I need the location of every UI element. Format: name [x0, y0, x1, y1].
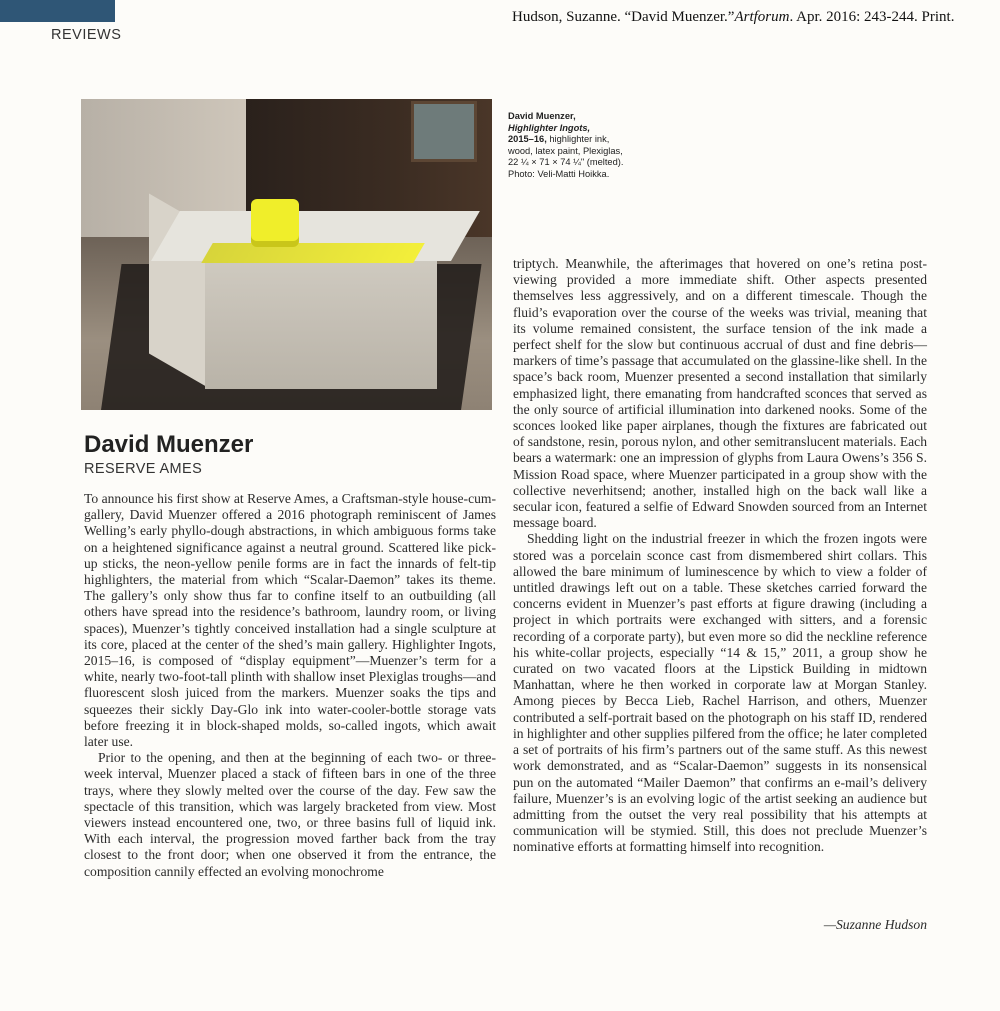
- caption-year: 2015–16,: [508, 134, 547, 145]
- right-column: [513, 256, 927, 856]
- left-column: [84, 491, 496, 880]
- artwork-photo: [81, 99, 492, 410]
- paragraph: Shedding light on the industrial freezer in which the frozen ingots were stored was a porcelain sconce cast from dismembered shirt collars. This allowed the bare minimum of luminescence by which to view a folder of untitled drawings left out on a table. These sketches carried forward the concerns evident in Muenzer’s past efforts at figure drawing (including a project in which portraits were exchanged with sitters, and a forensic recording of a corporate party), but even more so did the neckline reference his white-collar projects, especially “14 & 15,” 2011, a group show he curated on two vacated floors at the Lipstick Building in midtown Manhattan, where he then worked in corporate law at Morgan Stanley. Among pieces by Becca Lieb, Rachel Harrison, and others, Muenzer contributed a self-portrait based on the photograph on his staff ID, rendered in highlighter and other supplies pilfered from the office; he later completed a set of portraits of his firm’s partners out of the same stuff. As this newest work demonstrated, and as “Scalar-Daemon” suggests in its nonsensical pun on the automated “Mailer Daemon” that confirms an e-mail’s delivery failure, Muenzer’s is an evolving logic of the artist seeking an audience but admitting from the outset the very real possibility that his attempts at communication will be stymied. Still, this does not preclude Muenzer’s nominative efforts at formatting himself into recognition.: [513, 531, 927, 855]
- photo-caption: [508, 111, 628, 181]
- section-color-bar: [0, 0, 115, 22]
- caption-details: highlighter ink, wood, latex paint, Plexiglas, 22 ¼ × 71 × 74 ¼" (melted). Photo: Veli-Matti Hoikka.: [508, 134, 624, 179]
- citation: [512, 9, 992, 26]
- photo-window: [411, 101, 477, 162]
- article-venue: RESERVE AMES: [84, 461, 203, 477]
- citation-prefix: Hudson, Suzanne. “David Muenzer.”: [512, 9, 735, 25]
- paragraph: triptych. Meanwhile, the afterimages that hovered on one’s retina post-viewing provided a more immediate shift. Other aspects presented themselves less aggressively, and on a different timescale. Though the fluid’s evaporation over the course of the weeks was trivial, meaning that its volume remained consistent, the surface tension of the ink made a perfect shelf for the slow but continuous accrual of dust and fine debris—markers of time’s passage that accumulated on the glassine-like shell. In the space’s back room, Muenzer presented a second installation that similarly emphasized light, there emanating from handcrafted sconces that served as the only source of artificial illumination into darkened nooks. Some of the sconces looked like paper airplanes, though the fixtures are fabricated out of sandstone, resin, porous nylon, and other semitranslucent materials. Each bears a watermark: one an impression of glyphs from Laura Owens’s 356 S. Mission Road space, where Muenzer participated in a group show with the collective neverhitsend; another, installed high on the back wall like a secular icon, featured a selfie of Edward Snowden sourced from an Internet message board.: [513, 256, 927, 531]
- plinth-front: [205, 259, 437, 389]
- citation-suffix: . Apr. 2016: 243-244. Print.: [789, 9, 955, 25]
- yellow-ink-trough: [201, 243, 425, 263]
- ingot-stack: [251, 199, 299, 247]
- caption-artist: David Muenzer,: [508, 111, 576, 121]
- article-title: David Muenzer: [84, 431, 254, 458]
- author-signature: —Suzanne Hudson: [823, 917, 927, 932]
- paragraph: Prior to the opening, and then at the beginning of each two- or three-week interval, Muenzer placed a stack of fifteen bars in one of the three trays, where they slowly melted over the course of the day. Few saw the spectacle of this transition, which was largely bracketed from view. Most viewers instead encountered one, two, or three basins full of liquid ink. With each interval, the progression moved farther back from the tray closest to the front door; when one observed it from the entrance, the composition cannily effected an evolving monochrome: [84, 750, 496, 879]
- section-label: REVIEWS: [51, 27, 122, 43]
- paragraph: To announce his first show at Reserve Ames, a Craftsman-style house-cum-gallery, David Muenzer offered a 2016 photograph reminiscent of James Welling’s early phyllo-dough abstractions, in which ambiguous forms take on a heightened significance against a neutral ground. Scattered like pick-up sticks, the neon-yellow penile forms are in fact the innards of felt-tip highlighters, the material from which “Scalar-Daemon” takes its theme. The gallery’s only show thus far to confine itself to an outbuilding (all others have spread into the residence’s bathroom, laundry room, or living spaces), Muenzer’s tightly conceived installation had a single sculpture at its core, placed at the center of the shed’s main gallery. Highlighter Ingots, 2015–16, is composed of “display equipment”—Muenzer’s term for a white, nearly two-foot-tall plinth with shallow inset Plexiglas troughs—and fluorescent slosh juiced from the markers. Muenzer soaks the tips and squeezes their sickly Day-Glo ink into water-cooler-bottle storage vats before freezing it in block-shaped molds, so-called ingots, which await later use.: [84, 491, 496, 750]
- citation-journal: Artforum: [734, 9, 790, 25]
- caption-title: Highlighter Ingots,: [508, 122, 591, 133]
